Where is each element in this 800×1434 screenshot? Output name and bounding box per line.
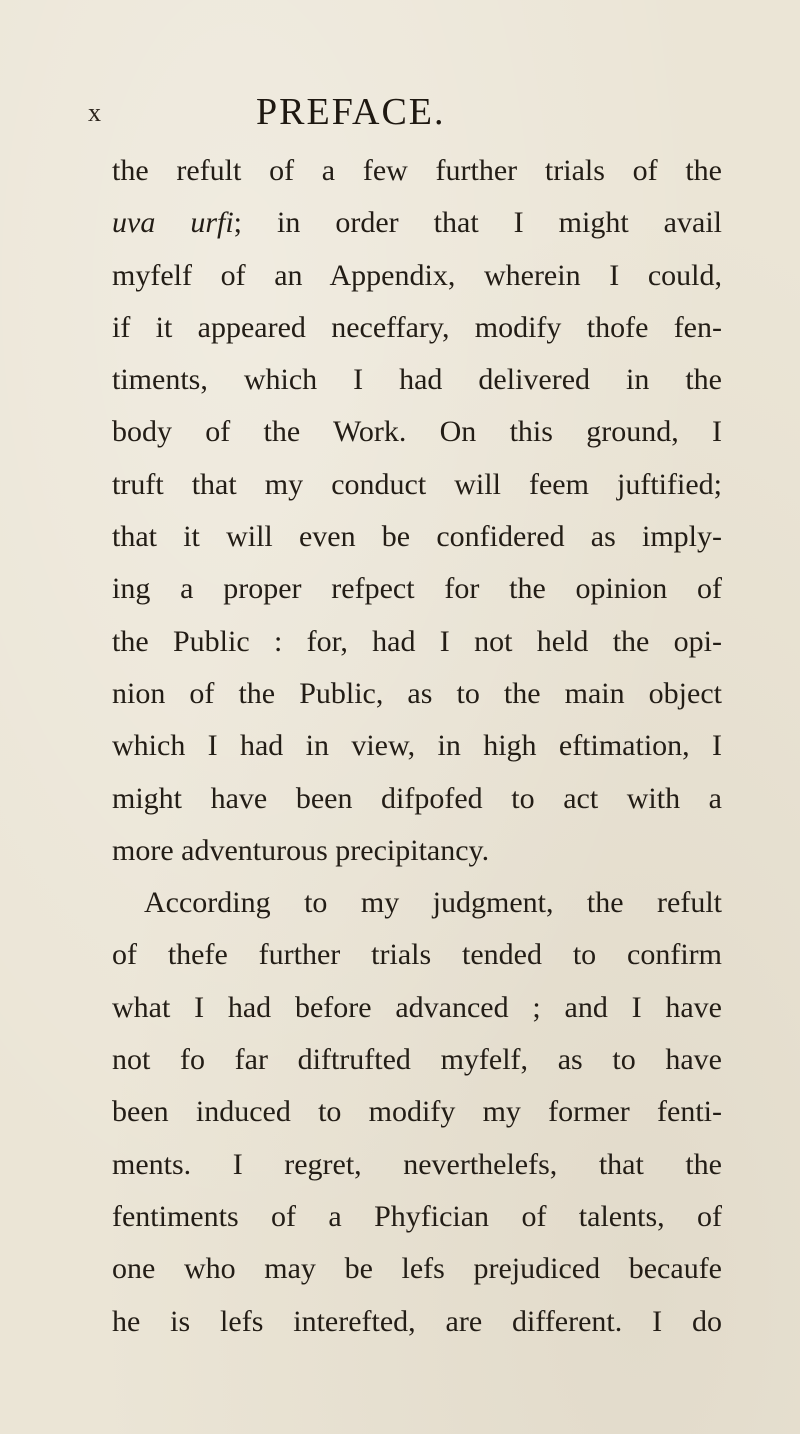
text-line: that it will even be confidered as imply-: [112, 520, 722, 554]
italic-term: uva urfi: [112, 206, 234, 240]
text-line: ing a proper refpect for the opinion of: [112, 572, 722, 606]
running-head: PREFACE.: [256, 91, 446, 133]
page-number: x: [88, 98, 102, 127]
text-line: [112, 197, 722, 249]
text-line: fentiments of a Phyfician of talents, of: [112, 1199, 722, 1233]
page-header: [0, 90, 800, 140]
text-line: nion of the Public, as to the main object: [112, 676, 722, 710]
text-line: if it appeared neceffary, modify thofe fen-: [112, 310, 722, 344]
text-line: more adventurous precipitancy.: [112, 833, 490, 867]
text-line: what I had before advanced ; and I have: [112, 990, 722, 1024]
paragraph: [112, 877, 722, 1348]
text-line: the Public : for, had I not held the opi-: [112, 624, 722, 658]
text-line: been induced to modify my former fenti-: [112, 1095, 722, 1129]
text-line: one who may be lefs prejudiced becaufe: [112, 1252, 722, 1286]
text-line: timents, which I had delivered in the: [112, 363, 722, 397]
text-line: not fo far diftrufted myfelf, as to have: [112, 1043, 722, 1077]
text-line: According to my judgment, the refult: [144, 886, 722, 920]
text-line: might have been difpofed to act with a: [112, 781, 722, 815]
text-line: body of the Work. On this ground, I: [112, 415, 722, 449]
text-line: ments. I regret, neverthelefs, that the: [112, 1147, 722, 1181]
body-text: [112, 145, 722, 1348]
text-line: truft that my conduct will feem juftified;: [112, 467, 722, 501]
text-line: of thefe further trials tended to confirm: [112, 938, 722, 972]
text-line: the refult of a few further trials of the: [112, 154, 722, 187]
text-line: which I had in view, in high eftimation, I: [112, 729, 722, 763]
paragraph: [112, 145, 722, 877]
text-line: he is lefs interefted, are different. I do: [112, 1304, 722, 1338]
text-line: myfelf of an Appendix, wherein I could,: [112, 258, 722, 292]
text-fragment: ; in order that I might avail: [233, 206, 722, 240]
